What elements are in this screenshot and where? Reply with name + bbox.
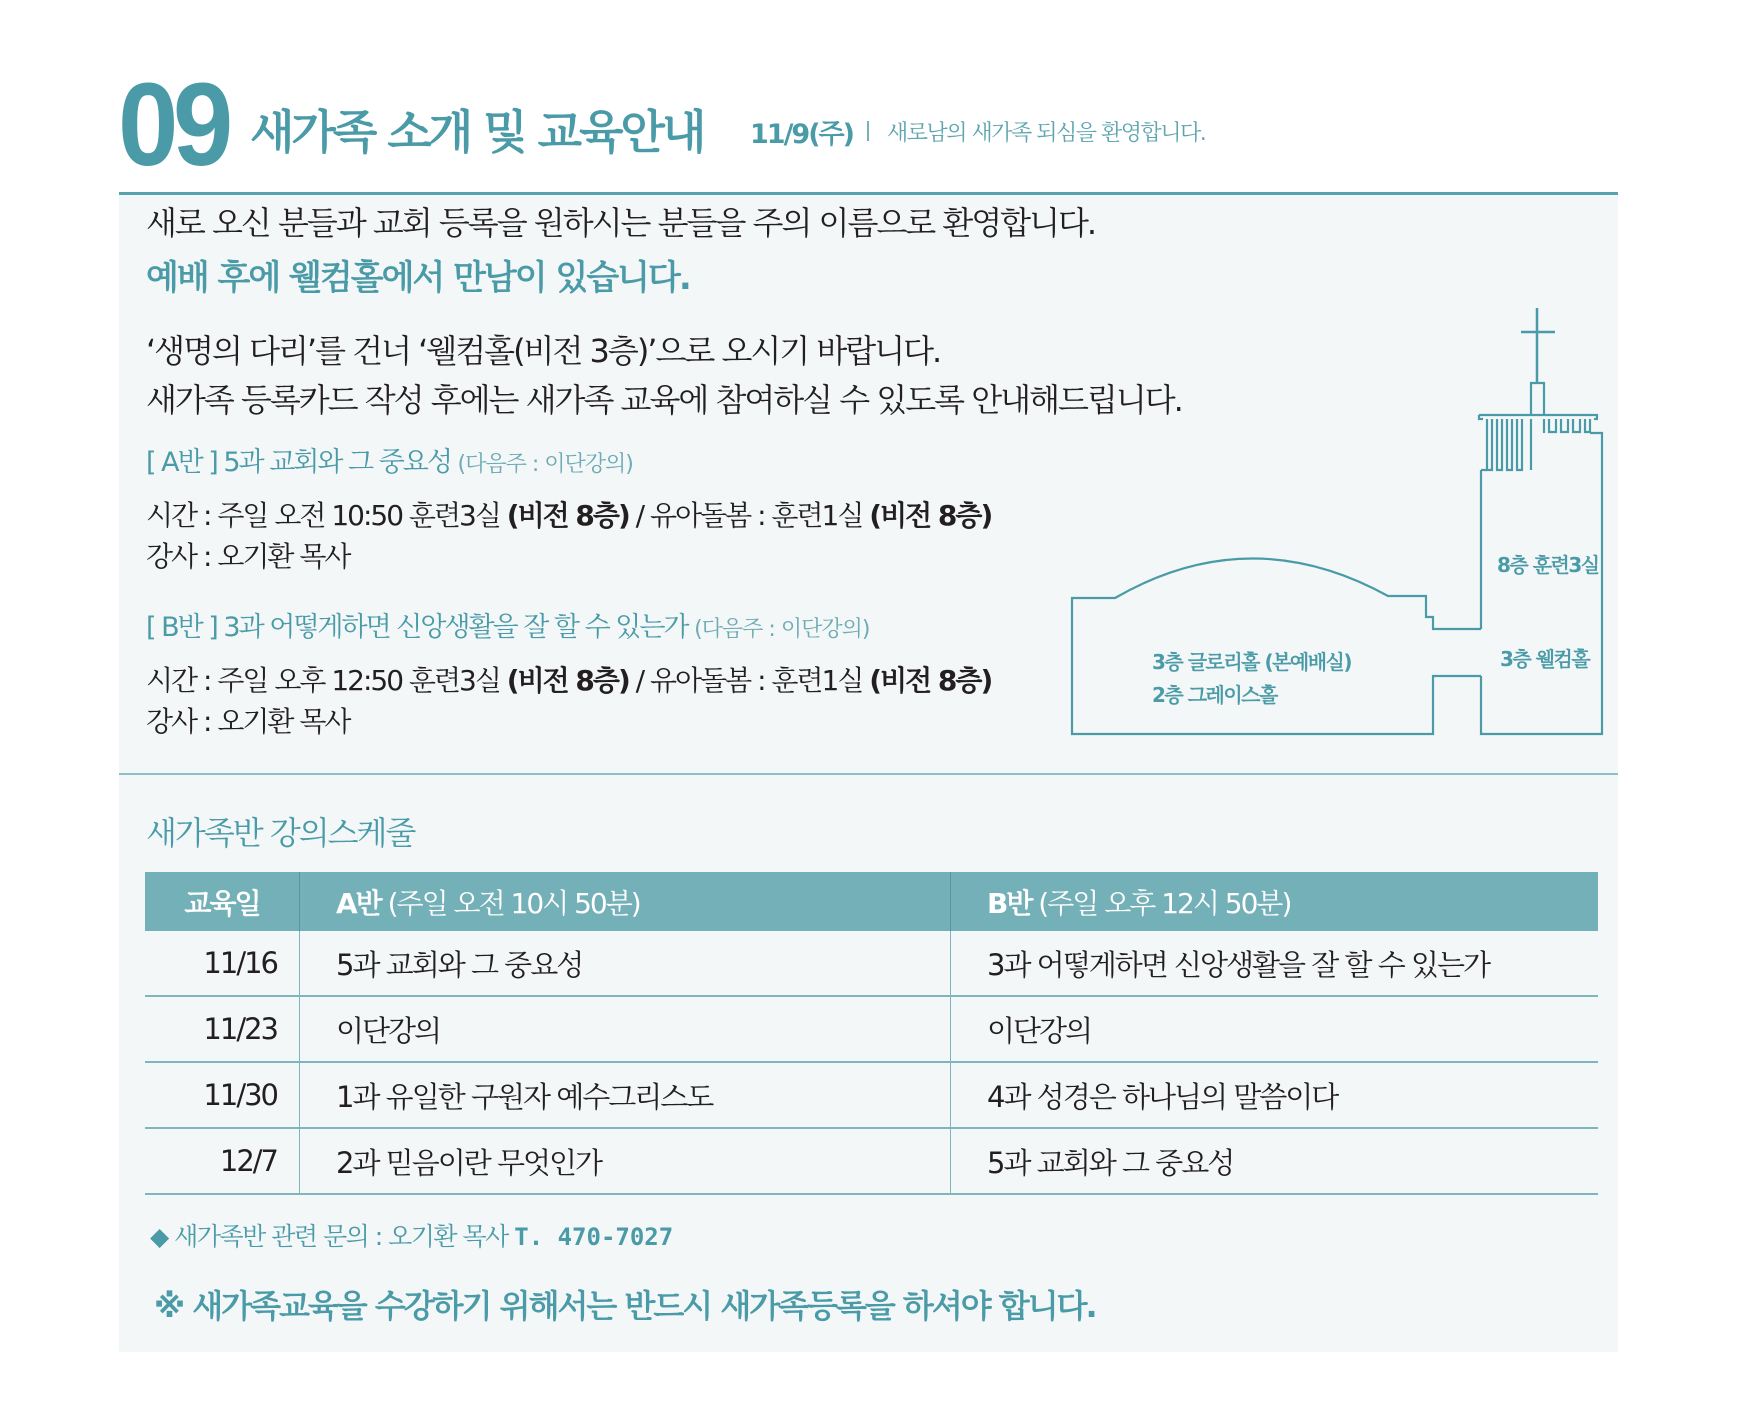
class-b-next-week: (다음주 : 이단강의) <box>694 617 870 642</box>
table-row <box>145 1062 1598 1128</box>
row-class-b: 4과 성경은 하나님의 말씀이다 <box>951 1062 1599 1128</box>
class-a-time-label: 시간 : 주일 오전 10:50 훈련3실 <box>146 499 507 532</box>
contact-text: 새가족반 관련 문의 : 오기환 목사 <box>167 1222 515 1251</box>
class-a-time-location: (비전 8층) <box>506 499 629 532</box>
intro-line-3: ‘생명의 다리’를 건너 ‘웰컴홀(비전 3층)’으로 오시기 바랍니다. <box>146 332 941 370</box>
label-main-hall-1: 3층 글로리홀 (본예배실) <box>1152 650 1352 674</box>
contact-info <box>150 1217 673 1253</box>
row-date: 11/16 <box>145 931 300 996</box>
class-a-next-week: (다음주 : 이단강의) <box>457 452 633 477</box>
class-b-time-location: (비전 8층) <box>506 664 629 697</box>
table-row <box>145 931 1598 996</box>
label-tower-lower: 3층 웰컴홀 <box>1500 647 1590 671</box>
section-divider <box>119 773 1618 775</box>
welcome-message: 새로남의 새가족 되심을 환영합니다. <box>887 121 1206 146</box>
row-class-a: 5과 교회와 그 중요성 <box>300 931 951 996</box>
class-b-childcare-location: (비전 8층) <box>869 664 992 697</box>
church-building-icon <box>1060 300 1620 750</box>
table-row <box>145 1128 1598 1194</box>
row-class-a: 2과 믿음이란 무엇인가 <box>300 1128 951 1194</box>
cross-icon <box>1521 308 1555 383</box>
section-number: 09 <box>118 59 228 191</box>
row-class-b: 3과 어떻게하면 신앙생활을 잘 할 수 있는가 <box>951 931 1599 996</box>
class-a-childcare-location: (비전 8층) <box>869 499 992 532</box>
header-separator <box>867 121 869 141</box>
row-date: 11/30 <box>145 1062 300 1128</box>
date-label: 11/9(주) <box>750 119 853 150</box>
class-a-heading <box>146 440 633 479</box>
row-class-b: 이단강의 <box>951 996 1599 1062</box>
class-b-time <box>146 659 991 699</box>
col-class-a: A반 (주일 오전 10시 50분) <box>300 872 951 931</box>
col-class-b: B반 (주일 오후 12시 50분) <box>951 872 1599 931</box>
class-b-instructor: 강사 : 오기환 목사 <box>146 705 350 738</box>
row-date: 11/23 <box>145 996 300 1062</box>
contact-phone: T. 470-7027 <box>514 1223 674 1251</box>
intro-line-1: 새로 오신 분들과 교회 등록을 원하시는 분들을 주의 이름으로 환영합니다. <box>146 204 1096 242</box>
intro-highlight: 예배 후에 웰컴홀에서 만남이 있습니다. <box>146 258 690 298</box>
page-title: 새가족 소개 및 교육안내 <box>250 105 704 159</box>
row-class-a: 이단강의 <box>300 996 951 1062</box>
schedule-title: 새가족반 강의스케줄 <box>146 814 415 852</box>
class-b-title: [ B반 ] 3과 어떻게하면 신앙생활을 잘 할 수 있는가 <box>146 612 688 643</box>
class-b-childcare-label: / 유아돌봄 : 훈련1실 <box>628 664 870 697</box>
class-a-title: [ A반 ] 5과 교회와 그 중요성 <box>146 447 451 478</box>
table-row <box>145 996 1598 1062</box>
label-tower-upper: 8층 훈련3실 <box>1497 553 1599 577</box>
row-date: 12/7 <box>145 1128 300 1194</box>
row-class-b: 5과 교회와 그 중요성 <box>951 1128 1599 1194</box>
class-a-childcare-label: / 유아돌봄 : 훈련1실 <box>628 499 870 532</box>
class-b-time-label: 시간 : 주일 오후 12:50 훈련3실 <box>146 664 507 697</box>
diamond-bullet-icon: ◆ <box>150 1222 168 1251</box>
label-main-hall-2: 2층 그레이스홀 <box>1152 683 1277 707</box>
row-class-a: 1과 유일한 구원자 예수그리스도 <box>300 1062 951 1128</box>
registration-notice: ※ 새가족교육을 수강하기 위해서는 반드시 새가족등록을 하셔야 합니다. <box>154 1287 1096 1325</box>
intro-line-4: 새가족 등록카드 작성 후에는 새가족 교육에 참여하실 수 있도록 안내해드립니다. <box>146 381 1182 419</box>
class-a-instructor: 강사 : 오기환 목사 <box>146 540 350 573</box>
col-date: 교육일 <box>145 872 300 931</box>
schedule-table <box>145 872 1598 1195</box>
schedule-header-row <box>145 872 1598 931</box>
class-b-heading <box>146 605 869 644</box>
class-a-time <box>146 494 991 534</box>
